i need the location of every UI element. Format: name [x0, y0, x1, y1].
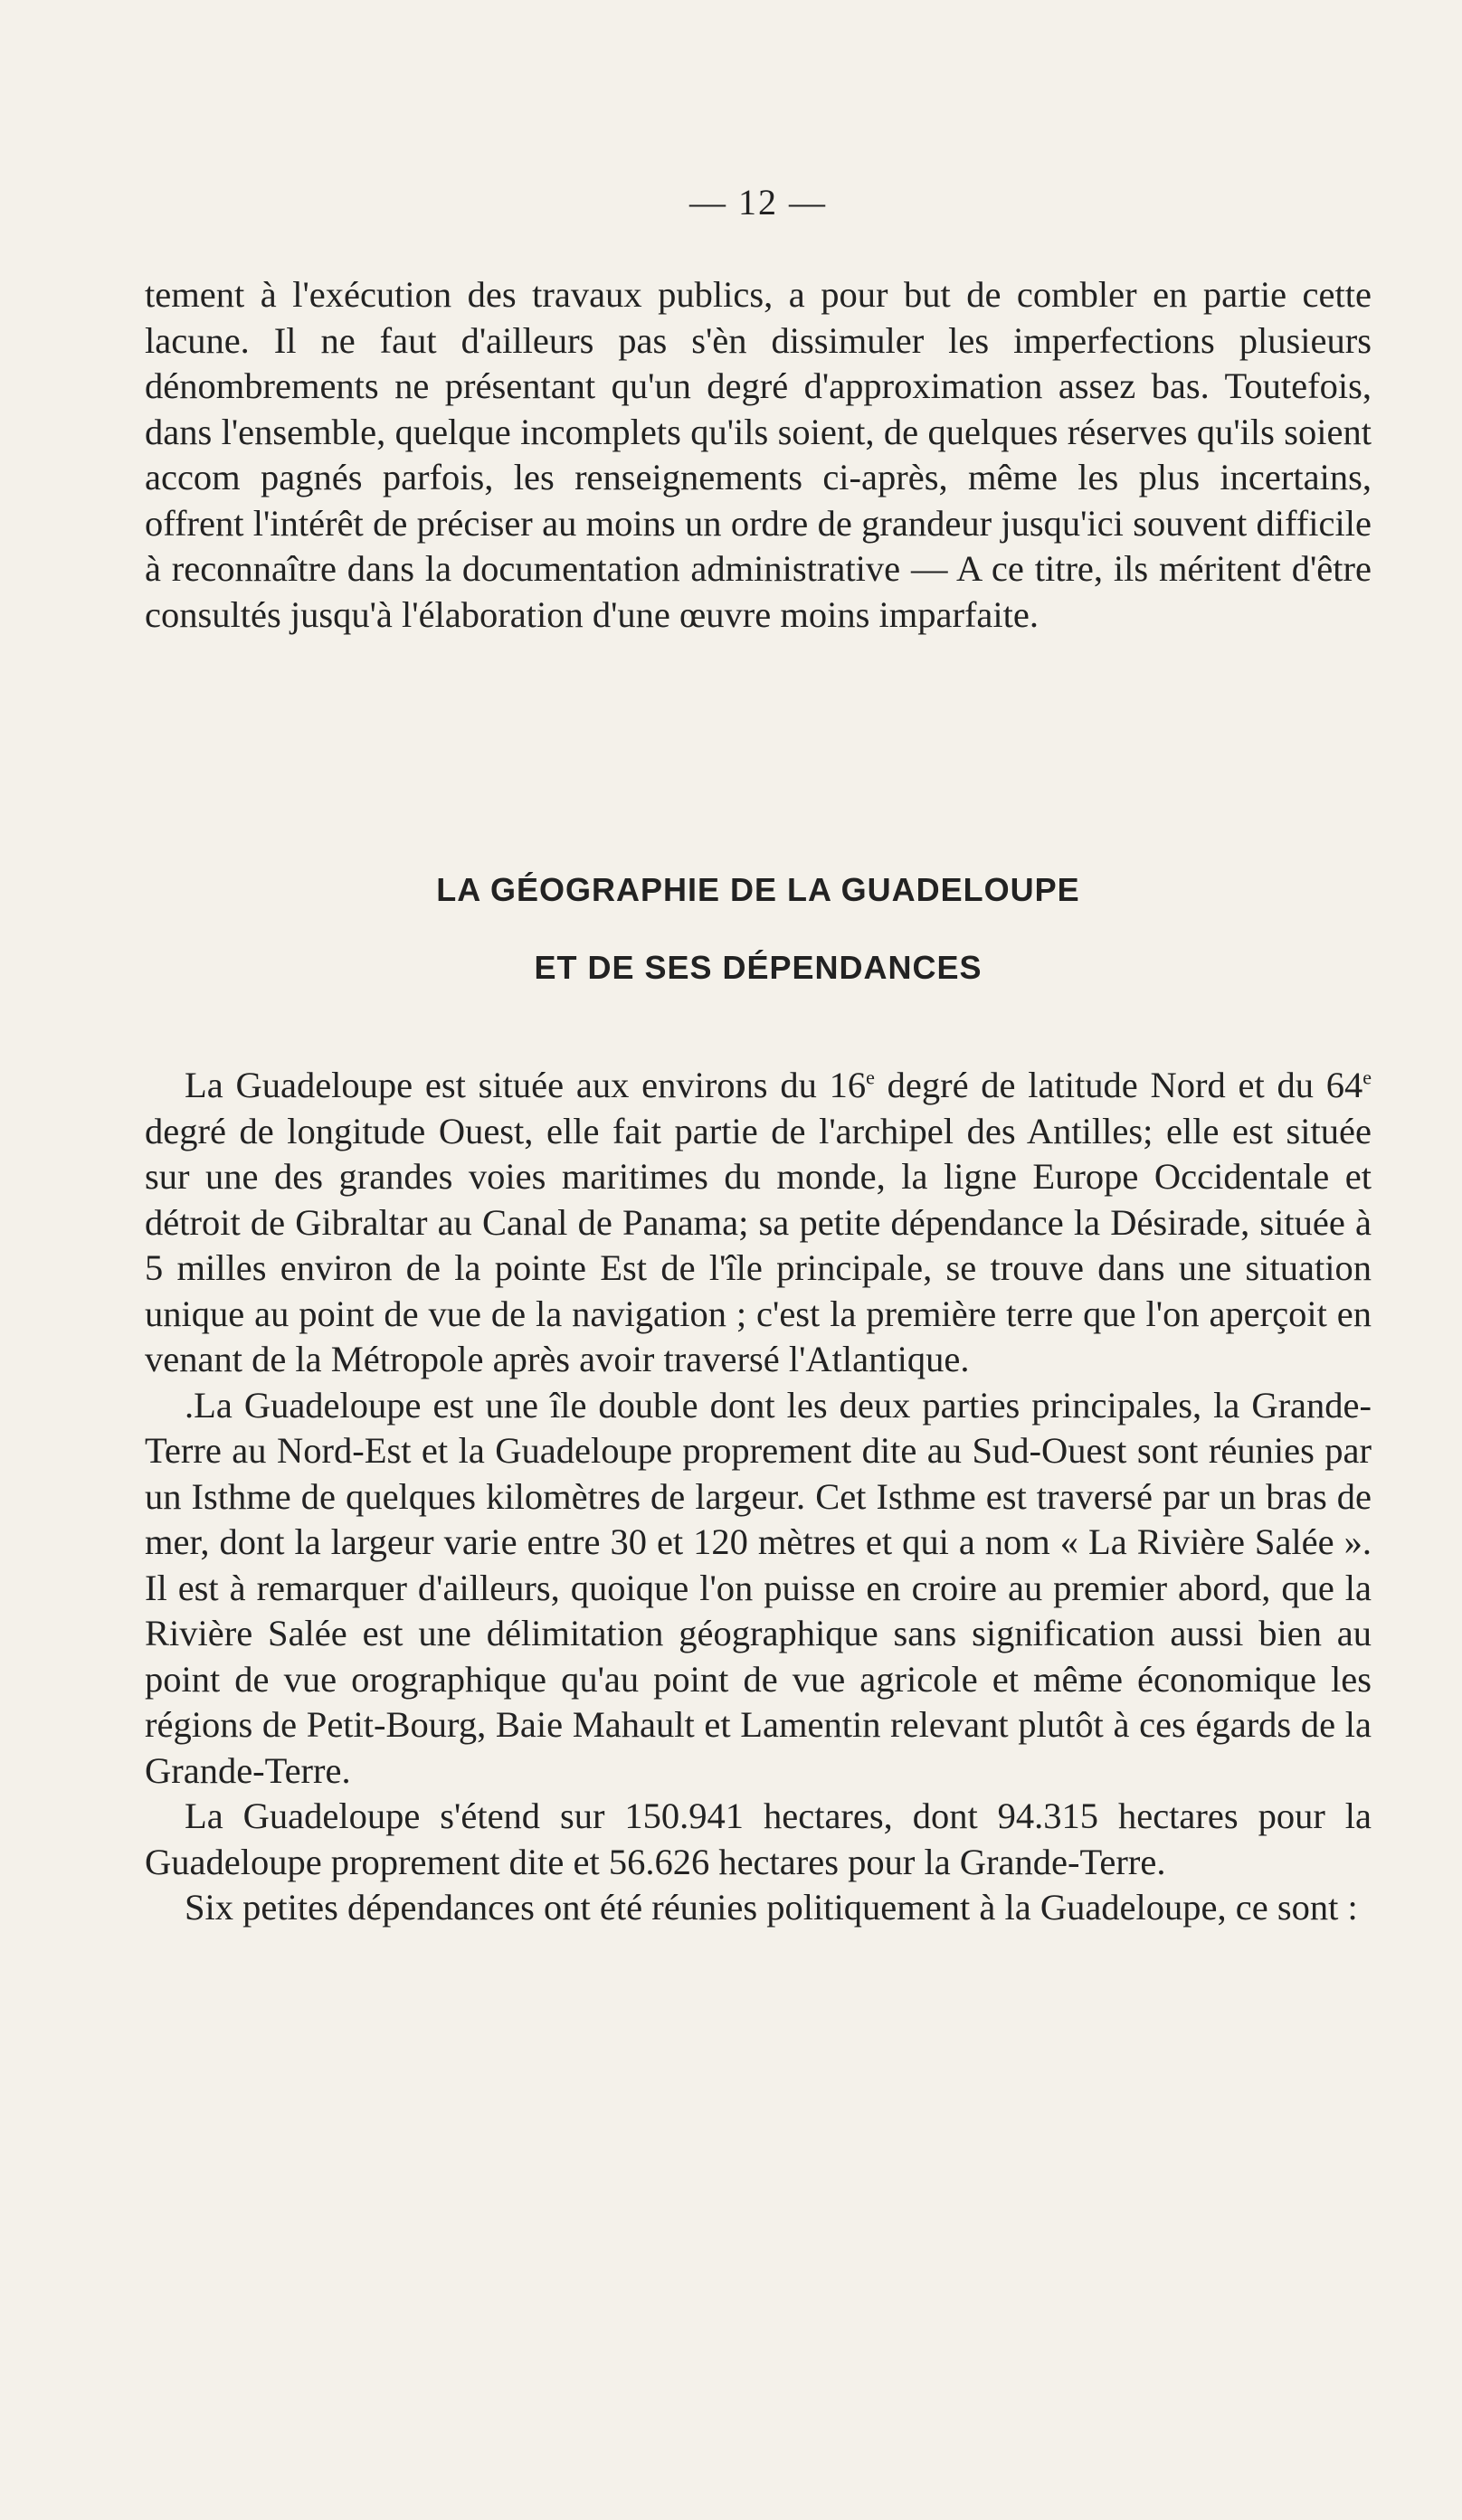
document-page: [145, 181, 1372, 1931]
section-title-line-2: ET DE SES DÉPENDANCES: [534, 949, 983, 986]
paragraph-area: La Guadeloupe s'étend sur 150.941 hectares, dont 94.315 hectares pour la Guadeloupe proprement dite et 56.626 hectares pour la Grande-Terre.: [145, 1795, 1372, 1882]
section-body: [145, 1063, 1372, 1931]
superscript-e-2: e: [1362, 1066, 1372, 1089]
paragraph-location-text-3: degré de longitude Ouest, elle fait partie de l'archipel des Antilles; elle est située sur une des grandes voies maritimes du monde, la ligne Europe Occidentale et détroit de Gibraltar au Canal de Panama; sa petite dépendance la Désirade, située à 5 milles environ de la pointe Est de l'île principale, se trouve dans une situation unique au point de vue de la navigation ; c'est la première terre que l'on aperçoit en venant de la Métropole après avoir traversé l'Atlantique.: [145, 1110, 1372, 1379]
intro-paragraph: tement à l'exécution des travaux publics, a pour but de combler en partie cette lacune. Il ne faut d'ailleurs pas s'èn dissimuler les imperfections plusieurs dénombrements ne présentant qu'un degré d'approximation assez bas. Toutefois, dans l'ensemble, quelque incomplets qu'ils soient, de quelques réserves qu'ils soient accom pagnés parfois, les renseignements ci-après, même les plus incertains, offrent l'intérêt de préciser au moins un ordre de grandeur jusqu'ici souvent difficile à reconnaître dans la documentation administrative — A ce titre, ils méritent d'être consultés jusqu'à l'élaboration d'une œuvre moins imparfaite.: [145, 274, 1372, 635]
page-number: — 12 —: [689, 182, 827, 223]
paragraph-location-text-2: degré de latitude Nord et du 64: [874, 1065, 1363, 1105]
section-title-line-1: LA GÉOGRAPHIE DE LA GUADELOUPE: [436, 871, 1080, 908]
paragraph-dependencies: Six petites dépendances ont été réunies politiquement à la Guadeloupe, ce sont :: [185, 1887, 1358, 1928]
superscript-e-1: e: [866, 1066, 875, 1089]
paragraph-double-island: .La Guadeloupe est une île double dont les deux parties principales, la Grande-Terre au Nord-Est et la Guadeloupe proprement dite au Sud-Ouest sont réunies par un Isthme de quelques kilomètres de largeur. Cet Isthme est traversé par un bras de mer, dont la largeur varie entre 30 et 120 mètres et qui a nom « La Rivière Salée ». Il est à remarquer d'ailleurs, quoique l'on puisse en croire au premier abord, que la Rivière Salée est une délimitation géographique sans signification aussi bien au point de vue orographique qu'au point de vue agricole et même économique les régions de Petit-Bourg, Baie Mahault et Lamentin relevant plutôt à ces égards de la Grande-Terre.: [145, 1384, 1372, 1791]
paragraph-location-text-1: La Guadeloupe est située aux environs du 16: [185, 1065, 867, 1105]
paragraph-location: [145, 1063, 1372, 1383]
section-heading: [145, 871, 1372, 987]
